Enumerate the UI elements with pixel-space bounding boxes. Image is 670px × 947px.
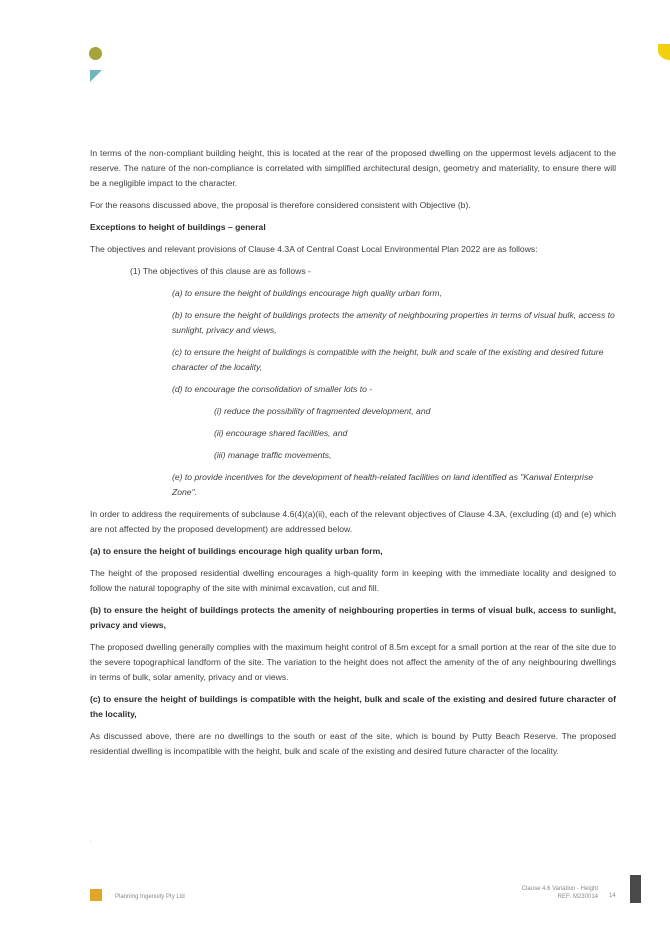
footer-logo-square [90,889,102,901]
clause-item-d-i: (i) reduce the possibility of fragmented development, and [214,406,431,416]
objective-heading-a: (a) to ensure the height of buildings encourage high quality urban form, [90,546,383,556]
paragraph-noncompliance: In terms of the non-compliant building height, this is located at the rear of the proposed dwelling on the uppermost levels adjacent to the reserve. The nature of the non-compliance is correlated with simplified architectural design, geometry and materiality, to ensure there will be a negligible impact to the character. [90,148,616,188]
objective-heading-b: (b) to ensure the height of buildings protects the amenity of neighbouring properties in terms of visual bulk, access to sunlight, privacy and views, [90,605,616,630]
body-content [90,146,616,766]
paragraph-objective-c: As discussed above, there are no dwellings to the south or east of the site, which is bound by Putty Beach Reserve. The proposed residential dwelling is incompatible with the height, bulk and scale of the existing and desired future character of the locality. [90,731,616,756]
paragraph-address-requirements: In order to address the requirements of subclause 4.6(4)(a)(ii), each of the relevant objectives of Clause 4.3A, (excluding (d) and (e) which are not affected by the proposed development) are addressed below. [90,509,616,534]
paragraph-objective-a: The height of the proposed residential dwelling encourages a high-quality form in keeping with the immediate locality and designed to follow the natural topography of the site with minimal excavation, cut and fill. [90,568,616,593]
clause-item-a: (a) to ensure the height of buildings encourage high quality urban form, [172,288,442,298]
objective-heading-c: (c) to ensure the height of buildings is compatible with the height, bulk and scale of the existing and desired future character of the locality, [90,694,616,719]
paragraph-objective-b-conclusion: For the reasons discussed above, the proposal is therefore considered consistent with Objective (b). [90,200,471,210]
footer-company-name: Planning Ingenuity Pty Ltd [115,894,185,900]
section-heading-exceptions: Exceptions to height of buildings – general [90,222,266,232]
clause-item-1: (1) The objectives of this clause are as follows - [130,266,311,276]
clause-item-d-iii: (iii) manage traffic movements, [214,450,332,460]
stray-mark: . [90,838,92,844]
paragraph-clause-intro: The objectives and relevant provisions of Clause 4.3A of Central Coast Local Environmental Plan 2022 are as follows: [90,244,538,254]
footer-reference: REF: M230014 [557,894,598,900]
olive-dot-logo-mark [89,47,102,60]
footer-document-title: Clause 4.6 Variation - Height [521,886,598,892]
yellow-corner-mark [658,44,670,60]
clause-item-c: (c) to ensure the height of buildings is compatible with the height, bulk and scale of the existing and desired future character of the locality, [172,347,604,372]
page-number: 14 [609,893,616,899]
clause-item-d-ii: (ii) encourage shared facilities, and [214,428,348,438]
clause-item-b: (b) to ensure the height of buildings protects the amenity of neighbouring properties in terms of visual bulk, access to sunlight, privacy and views, [172,310,615,335]
clause-item-e: (e) to provide incentives for the development of health-related facilities on land identified as "Kanwal Enterprise Zone". [172,472,594,497]
footer-document-info [522,885,598,901]
clause-item-d: (d) to encourage the consolidation of smaller lots to - [172,384,373,394]
teal-triangle-logo-mark [90,70,102,82]
footer-bar [630,875,641,903]
paragraph-objective-b: The proposed dwelling generally complies with the maximum height control of 8.5m except for a small portion at the rear of the site due to the severe topographical landform of the site. The variation to the height does not affect the amenity of the of any neighbouring dwellings in terms of bulk, solar amenity, privacy and or views. [90,642,616,682]
